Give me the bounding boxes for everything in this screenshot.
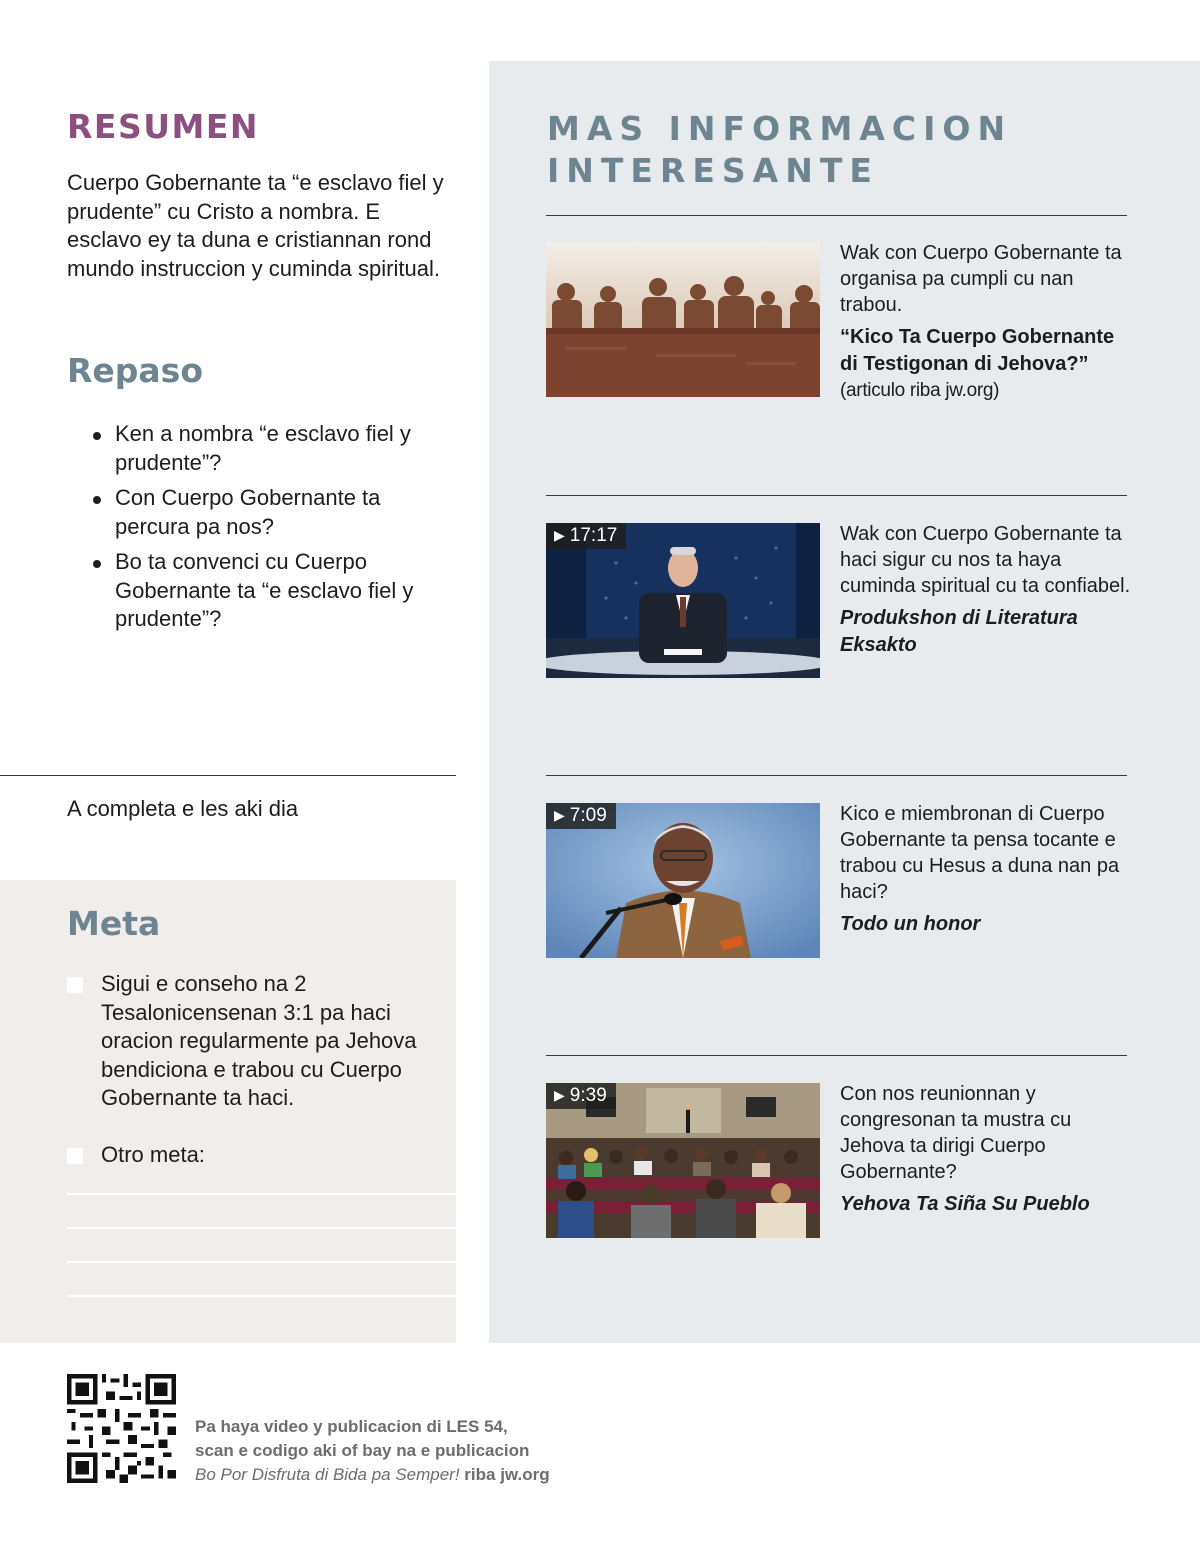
video-link-title[interactable]: Yehova Ta Siña Su Pueblo — [840, 1193, 1090, 1215]
goal-checkbox[interactable] — [67, 977, 83, 993]
goal-checkbox[interactable] — [67, 1148, 83, 1164]
divider — [546, 495, 1127, 496]
goal-text: Sigui e conseho na 2 Tesalonicensenan 3:1 pa haci oracion regularmente pa Jehova bendiciona e trabou cu Cuerpo Gobernante ta haci. — [101, 971, 417, 1110]
more-info-item-video[interactable] — [546, 1083, 1136, 1243]
item-text — [840, 1081, 1136, 1218]
play-icon: ▶ — [554, 1087, 565, 1103]
play-icon: ▶ — [554, 527, 565, 543]
repaso-list — [93, 420, 443, 641]
resumen-title: RESUMEN — [67, 107, 260, 146]
writing-line[interactable] — [67, 1295, 456, 1297]
more-info-item-video[interactable] — [546, 523, 1136, 683]
item-text — [840, 801, 1136, 938]
writing-line[interactable] — [67, 1261, 456, 1263]
more-info-item-article[interactable] — [546, 242, 1136, 402]
repaso-item: Bo ta convenci cu Cuerpo Gobernante ta “e esclavo fiel y prudente”? — [93, 548, 443, 634]
video-duration: ▶ 17:17 — [546, 523, 626, 549]
footer-note: Pa haya video y publicacion di LES 54, scan e codigo aki of bay na e publicacion Bo Por Disfruta di Bida pa Semper! riba jw.org — [195, 1417, 550, 1484]
more-info-item-video[interactable] — [546, 803, 1136, 963]
completed-date-label: A completa e les aki dia — [67, 796, 299, 821]
divider — [546, 1055, 1127, 1056]
item-description: Kico e miembronan di Cuerpo Gobernante ta pensa tocante e trabou cu Hesus a duna nan pa haci? — [840, 803, 1120, 903]
item-description: Con nos reunionnan y congresonan ta mustra cu Jehova ta dirigi Cuerpo Gobernante? — [840, 1083, 1072, 1183]
bullet-icon — [93, 560, 101, 568]
presenter-at-desk-image[interactable] — [546, 523, 820, 678]
video-duration: ▶ 7:09 — [546, 803, 616, 829]
play-icon: ▶ — [554, 807, 565, 823]
qr-code[interactable] — [67, 1374, 176, 1483]
meta-title: Meta — [67, 904, 161, 943]
bullet-icon — [93, 432, 101, 440]
divider — [0, 775, 456, 776]
video-link-title[interactable]: Todo un honor — [840, 913, 981, 935]
video-link-title[interactable]: Produkshon di Literatura Eksakto — [840, 607, 1078, 656]
repaso-item: Con Cuerpo Gobernante ta percura pa nos? — [93, 484, 443, 541]
publication-title[interactable]: Bo Por Disfruta di Bida pa Semper! — [195, 1465, 460, 1484]
item-source: (articulo riba jw.org) — [840, 380, 1000, 401]
repaso-item: Ken a nombra “e esclavo fiel y prudente”? — [93, 420, 443, 477]
article-link-title[interactable]: “Kico Ta Cuerpo Gobernante di Testigonan di Jehova?” — [840, 326, 1115, 375]
repaso-title: Repaso — [67, 351, 203, 390]
video-duration: ▶ 9:39 — [546, 1083, 616, 1109]
item-description: Wak con Cuerpo Gobernante ta organisa pa cumpli cu nan trabou. — [840, 242, 1122, 316]
item-description: Wak con Cuerpo Gobernante ta haci sigur cu nos ta haya cuminda spiritual cu ta confiabel. — [840, 523, 1131, 597]
writing-line[interactable] — [67, 1227, 456, 1229]
writing-line[interactable] — [67, 1193, 456, 1195]
item-text — [840, 521, 1136, 659]
divider — [546, 775, 1127, 776]
goal-item — [67, 1141, 447, 1170]
bullet-icon — [93, 496, 101, 504]
speaker-at-microphone-image[interactable] — [546, 803, 820, 958]
audience-in-hall-image[interactable] — [546, 1083, 820, 1238]
divider — [546, 215, 1127, 216]
item-text — [840, 240, 1136, 404]
governing-body-silhouette-image[interactable] — [546, 242, 820, 397]
goal-item — [67, 970, 447, 1113]
resumen-text: Cuerpo Gobernante ta “e esclavo fiel y prudente” cu Cristo a nombra. E esclavo ey ta duna e cristiannan rond mundo instruccion y cuminda spiritual. — [67, 170, 444, 281]
goal-text: Otro meta: — [101, 1142, 205, 1167]
more-info-title: MAS INFORMACION INTERESANTE — [547, 109, 1013, 190]
